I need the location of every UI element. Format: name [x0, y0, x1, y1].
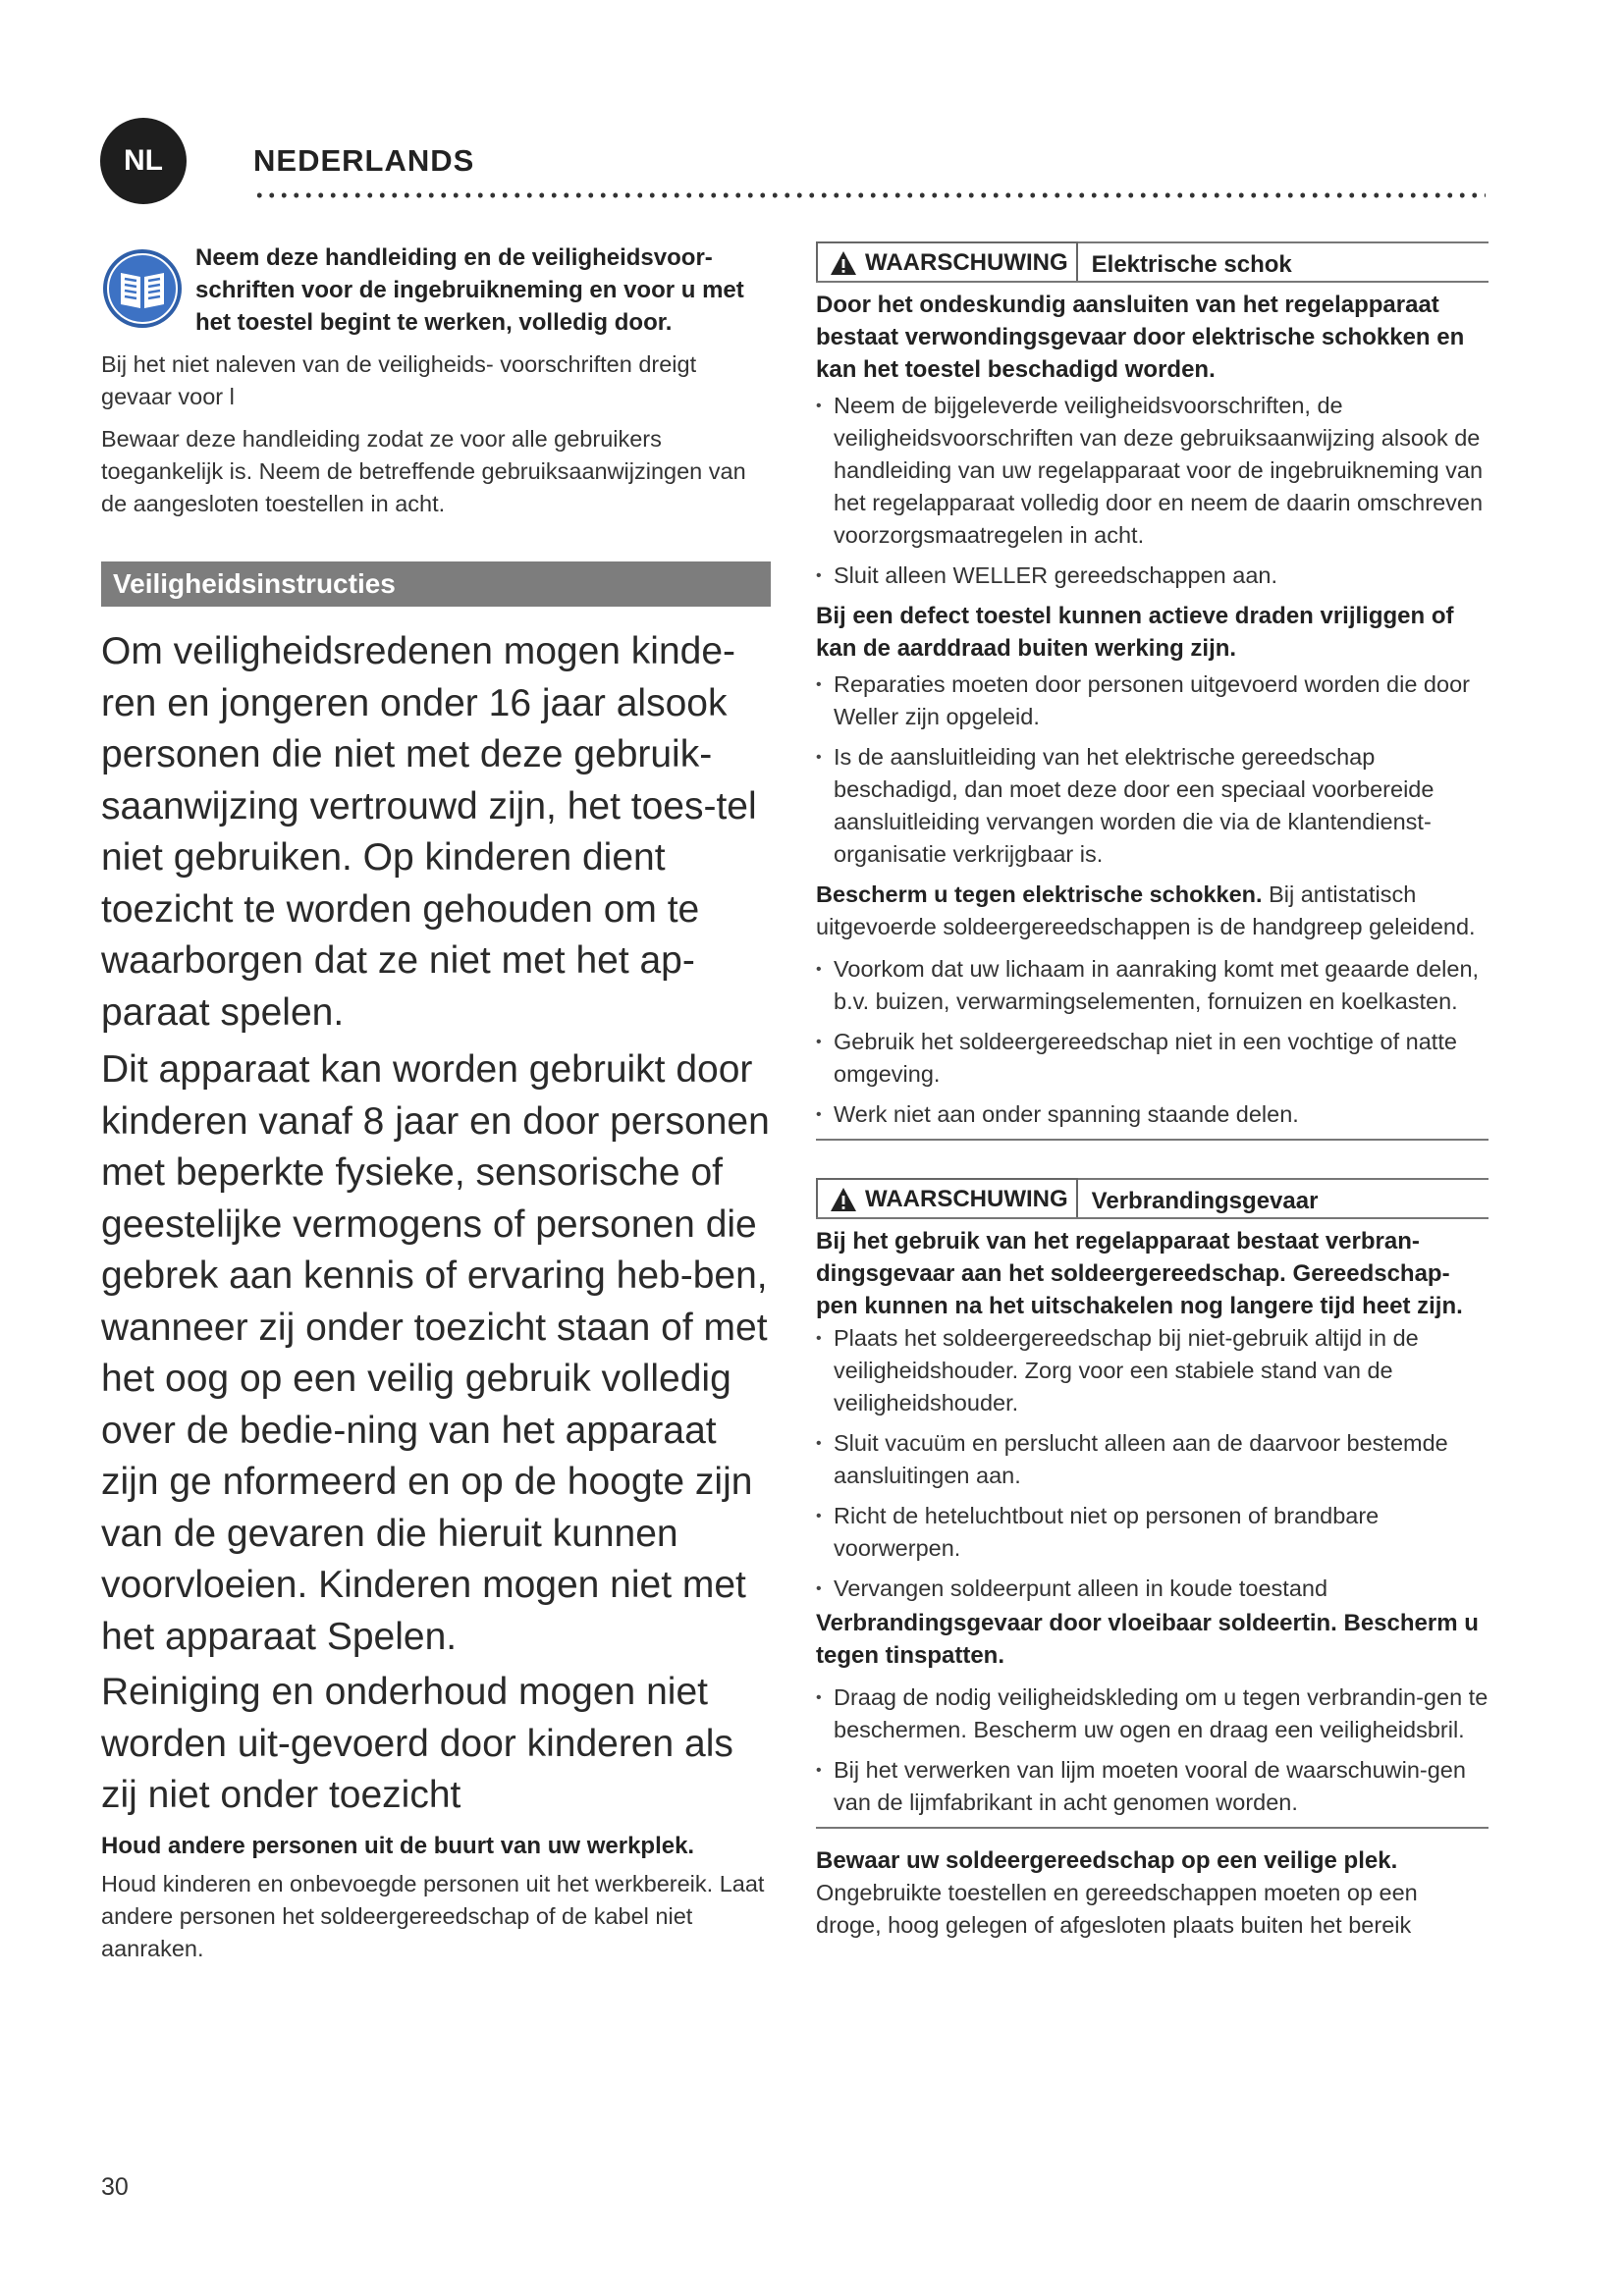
list-item: • Bij het verwerken van lijm moeten vooral de waarschuwin-gen van de lijmfabrikant in acht genomen worden.	[816, 1754, 1489, 1819]
electric-bullets-2	[816, 668, 1489, 871]
section-heading: Veiligheidsinstructies	[101, 561, 771, 607]
protect-bold: Bescherm u tegen elektrische schokken.	[816, 881, 1263, 907]
children-restriction-text: Om veiligheidsredenen mogen kinde-ren en jongeren onder 16 jaar alsook personen die niet met deze gebruik-saanwijzing vertrouwd zijn, het toes-tel niet gebruiken. Op kinderen dient toezicht te worden gehouden om te waarborgen dat ze niet met het ap-paraat spelen.	[101, 630, 757, 1034]
usage-by-children-text: Dit apparaat kan worden gebruikt door kinderen vanaf 8 jaar en door personen met beperkte fysieke, sensorische of geestelijke vermogens of personen die gebrek aan kennis of ervaring heb-ben, wanneer zij onder toezicht staan of met het oog op een veilig gebruik volledig over de bedie-ning van het apparaat zijn ge nformeerd en op de hoogte zijn van de gevaren die hieruit kunnen voorvloeien. Kinderen mogen niet met het apparaat Spelen.	[101, 1048, 770, 1658]
list-item: • Sluit vacuüm en perslucht alleen aan de daarvoor bestemde aansluitingen aan.	[816, 1427, 1489, 1492]
list-item: • Werk niet aan onder spanning staande delen.	[816, 1098, 1489, 1131]
burn-bullets-2	[816, 1682, 1489, 1819]
page-number: 30	[101, 2173, 129, 2201]
warning-header-burn	[816, 1178, 1489, 1219]
list-item: • Voorkom dat uw lichaam in aanraking komt met geaarde delen, b.v. buizen, verwarmingselementen, fornuizen en koelkasten.	[816, 953, 1489, 1018]
list-item: • Neem de bijgeleverde veiligheidsvoorschriften, de veiligheidsvoorschriften van deze gebruiksaanwijzing alsook de handleiding van uw regelapparaat voor de ingebruikneming van het regelapparaat volledig door en neem de daarin omschreven voorzorgsmaatregelen in acht.	[816, 390, 1489, 552]
warning-title: Verbrandingsgevaar	[1078, 1178, 1489, 1217]
burn-bullets-1	[816, 1322, 1489, 1605]
cleaning-text: Reiniging en onderhoud mogen niet worden uit-gevoerd door kinderen als zij niet onder toezicht	[101, 1671, 733, 1816]
electric-warning-bold: Door het ondeskundig aansluiten van het regelapparaat bestaat verwondingsgevaar door elektrische schokken en kan het toestel beschadigd worden.	[816, 292, 1465, 383]
left-column	[101, 241, 771, 1965]
warning-label-text: WAARSCHUWING	[865, 249, 1068, 276]
warning-label	[816, 1178, 1078, 1217]
liquid-solder-bold: Verbrandingsgevaar door vloeibaar soldeertin. Bescherm u tegen tinspatten.	[816, 1610, 1479, 1669]
warning-triangle-icon	[830, 250, 857, 276]
manual-book-icon	[101, 247, 184, 330]
language-title: NEDERLANDS	[253, 143, 475, 178]
protect-paragraph	[816, 879, 1489, 943]
intro-block	[101, 241, 771, 339]
safety-warning-paragraph: Bij het niet naleven van de veiligheids- voorschriften dreigt gevaar voor l	[101, 351, 697, 409]
section-divider	[816, 1827, 1489, 1829]
storage-heading: Bewaar uw soldeergereedschap op een veilige plek.	[816, 1847, 1398, 1874]
storage-text: Ongebruikte toestellen en gereedschappen moeten op een droge, hoog gelegen of afgesloten plaats buiten het bereik	[816, 1880, 1418, 1938]
list-item: • Reparaties moeten door personen uitgevoerd worden die door Weller zijn opgeleid.	[816, 668, 1489, 733]
dotted-divider	[253, 192, 1486, 198]
section-divider	[816, 1139, 1489, 1141]
list-item: • Plaats het soldeergereedschap bij niet-gebruik altijd in de veiligheidshouder. Zorg voor een stabiele stand van de veiligheidshouder.	[816, 1322, 1489, 1419]
burn-warning-bold: Bij het gebruik van het regelapparaat bestaat verbran-dingsgevaar aan het soldeergereedschap. Gereedschap-pen kunnen na het uitschakelen nog langere tijd heet zijn.	[816, 1228, 1463, 1319]
workplace-heading: Houd andere personen uit de buurt van uw werkplek.	[101, 1832, 695, 1859]
list-item: • Draag de nodig veiligheidskleding om u tegen verbrandin-gen te beschermen. Bescherm uw ogen en draag een veiligheidsbril.	[816, 1682, 1489, 1746]
warning-title: Elektrische schok	[1078, 241, 1489, 281]
warning-header-electric	[816, 241, 1489, 283]
language-code: NL	[124, 144, 163, 177]
warning-label	[816, 241, 1078, 281]
list-item: • Richt de heteluchtbout niet op personen of brandbare voorwerpen.	[816, 1500, 1489, 1565]
electric-bullets-1	[816, 390, 1489, 592]
list-item: • Vervangen soldeerpunt alleen in koude toestand	[816, 1573, 1489, 1605]
right-column	[816, 241, 1489, 1942]
electric-bullets-3	[816, 953, 1489, 1131]
list-item: • Sluit alleen WELLER gereedschappen aan.	[816, 560, 1489, 592]
warning-label-text: WAARSCHUWING	[865, 1186, 1068, 1212]
intro-bold-text: Neem deze handleiding en de veiligheidsvoor-schriften voor de ingebruikneming en voor u met het toestel begint te werken, volledig door.	[195, 244, 744, 336]
warning-triangle-icon	[830, 1187, 857, 1212]
storage-paragraph: Bewaar deze handleiding zodat ze voor alle gebruikers toegankelijk is. Neem de betreffende gebruiksaanwijzingen van de aangesloten toestellen in acht.	[101, 426, 746, 516]
protect-text: Bij antistatisch uitgevoerde soldeergereedschappen is de handgreep geleidend.	[816, 881, 1476, 939]
defect-warning-bold: Bij een defect toestel kunnen actieve draden vrijliggen of kan de aarddraad buiten werking zijn.	[816, 603, 1454, 662]
list-item: • Is de aansluitleiding van het elektrische gereedschap beschadigd, dan moet deze door een speciaal voorbereide aansluitleiding vervangen worden die via de klantendienst-organisatie verkrijgbaar is.	[816, 741, 1489, 871]
workplace-paragraph: Houd kinderen en onbevoegde personen uit het werkbereik. Laat andere personen het soldeergereedschap of de kabel niet aanraken.	[101, 1870, 765, 1961]
language-badge	[100, 118, 187, 204]
list-item: • Gebruik het soldeergereedschap niet in een vochtige of natte omgeving.	[816, 1026, 1489, 1091]
